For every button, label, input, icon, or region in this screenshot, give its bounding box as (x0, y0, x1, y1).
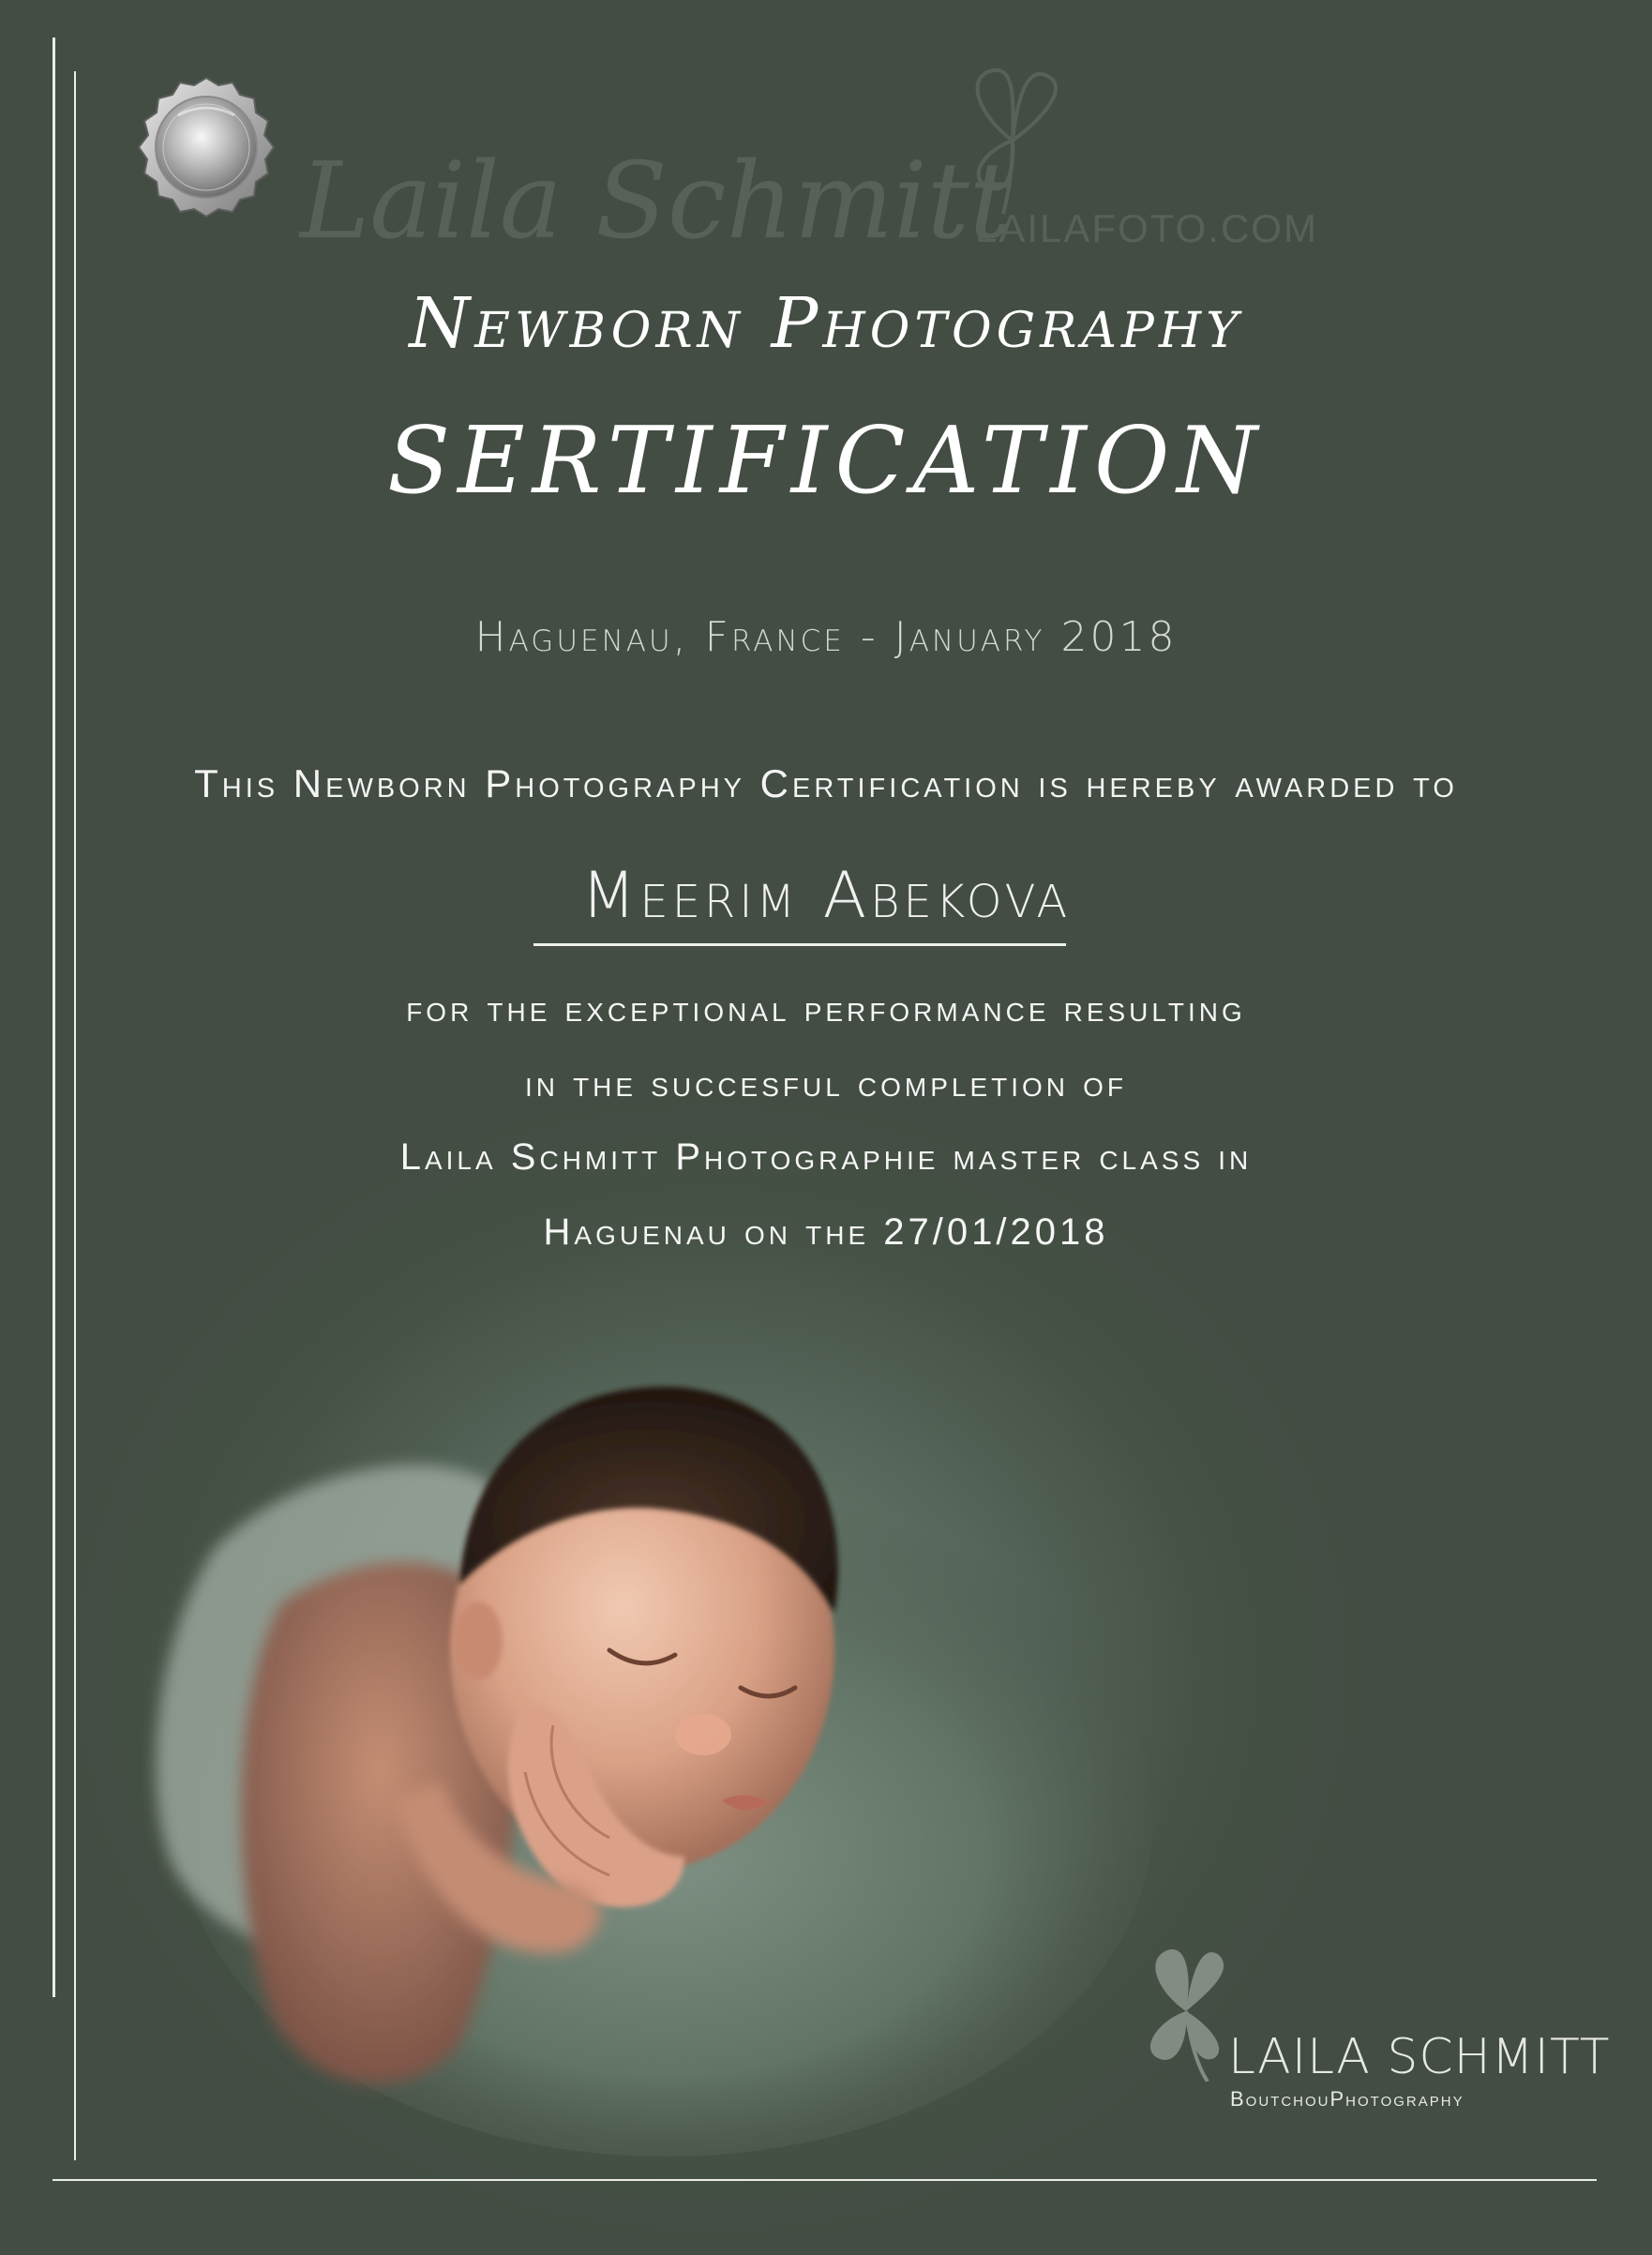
watermark-site: LAILAFOTO.COM (975, 206, 1318, 250)
logo-subtitle: BoutchouPhotography (1230, 2087, 1464, 2111)
award-statement: This Newborn Photography Certification is hereby awarded to (194, 761, 1458, 805)
watermark-logo (300, 56, 1350, 300)
studio-logo (1125, 1941, 1611, 2111)
certificate-title: Newborn Photography (409, 283, 1243, 364)
body-text-line: in the succesful completion of (524, 1063, 1128, 1105)
certificate-subtitle: SERTIFICATION (386, 408, 1266, 515)
body-text-line: for the exceptional performance resulting (406, 988, 1246, 1030)
body-text-line: Laila Schmitt Photographie master class in (399, 1136, 1253, 1178)
newborn-photo (84, 1331, 1153, 2175)
recipient-underline (533, 943, 1066, 946)
frame-line-left-inner (74, 71, 76, 2160)
location-date: Haguenau, France - January 2018 (474, 613, 1178, 661)
logo-name: LAILA SCHMITT (1228, 2029, 1611, 2085)
frame-line-bottom (53, 2179, 1597, 2181)
recipient-name: Meerim Abekova (580, 859, 1072, 933)
watermark-name: Laila Schmitt (300, 141, 1012, 263)
silver-seal-icon (131, 73, 281, 233)
body-text-line: Haguenau on the 27/01/2018 (543, 1211, 1109, 1253)
